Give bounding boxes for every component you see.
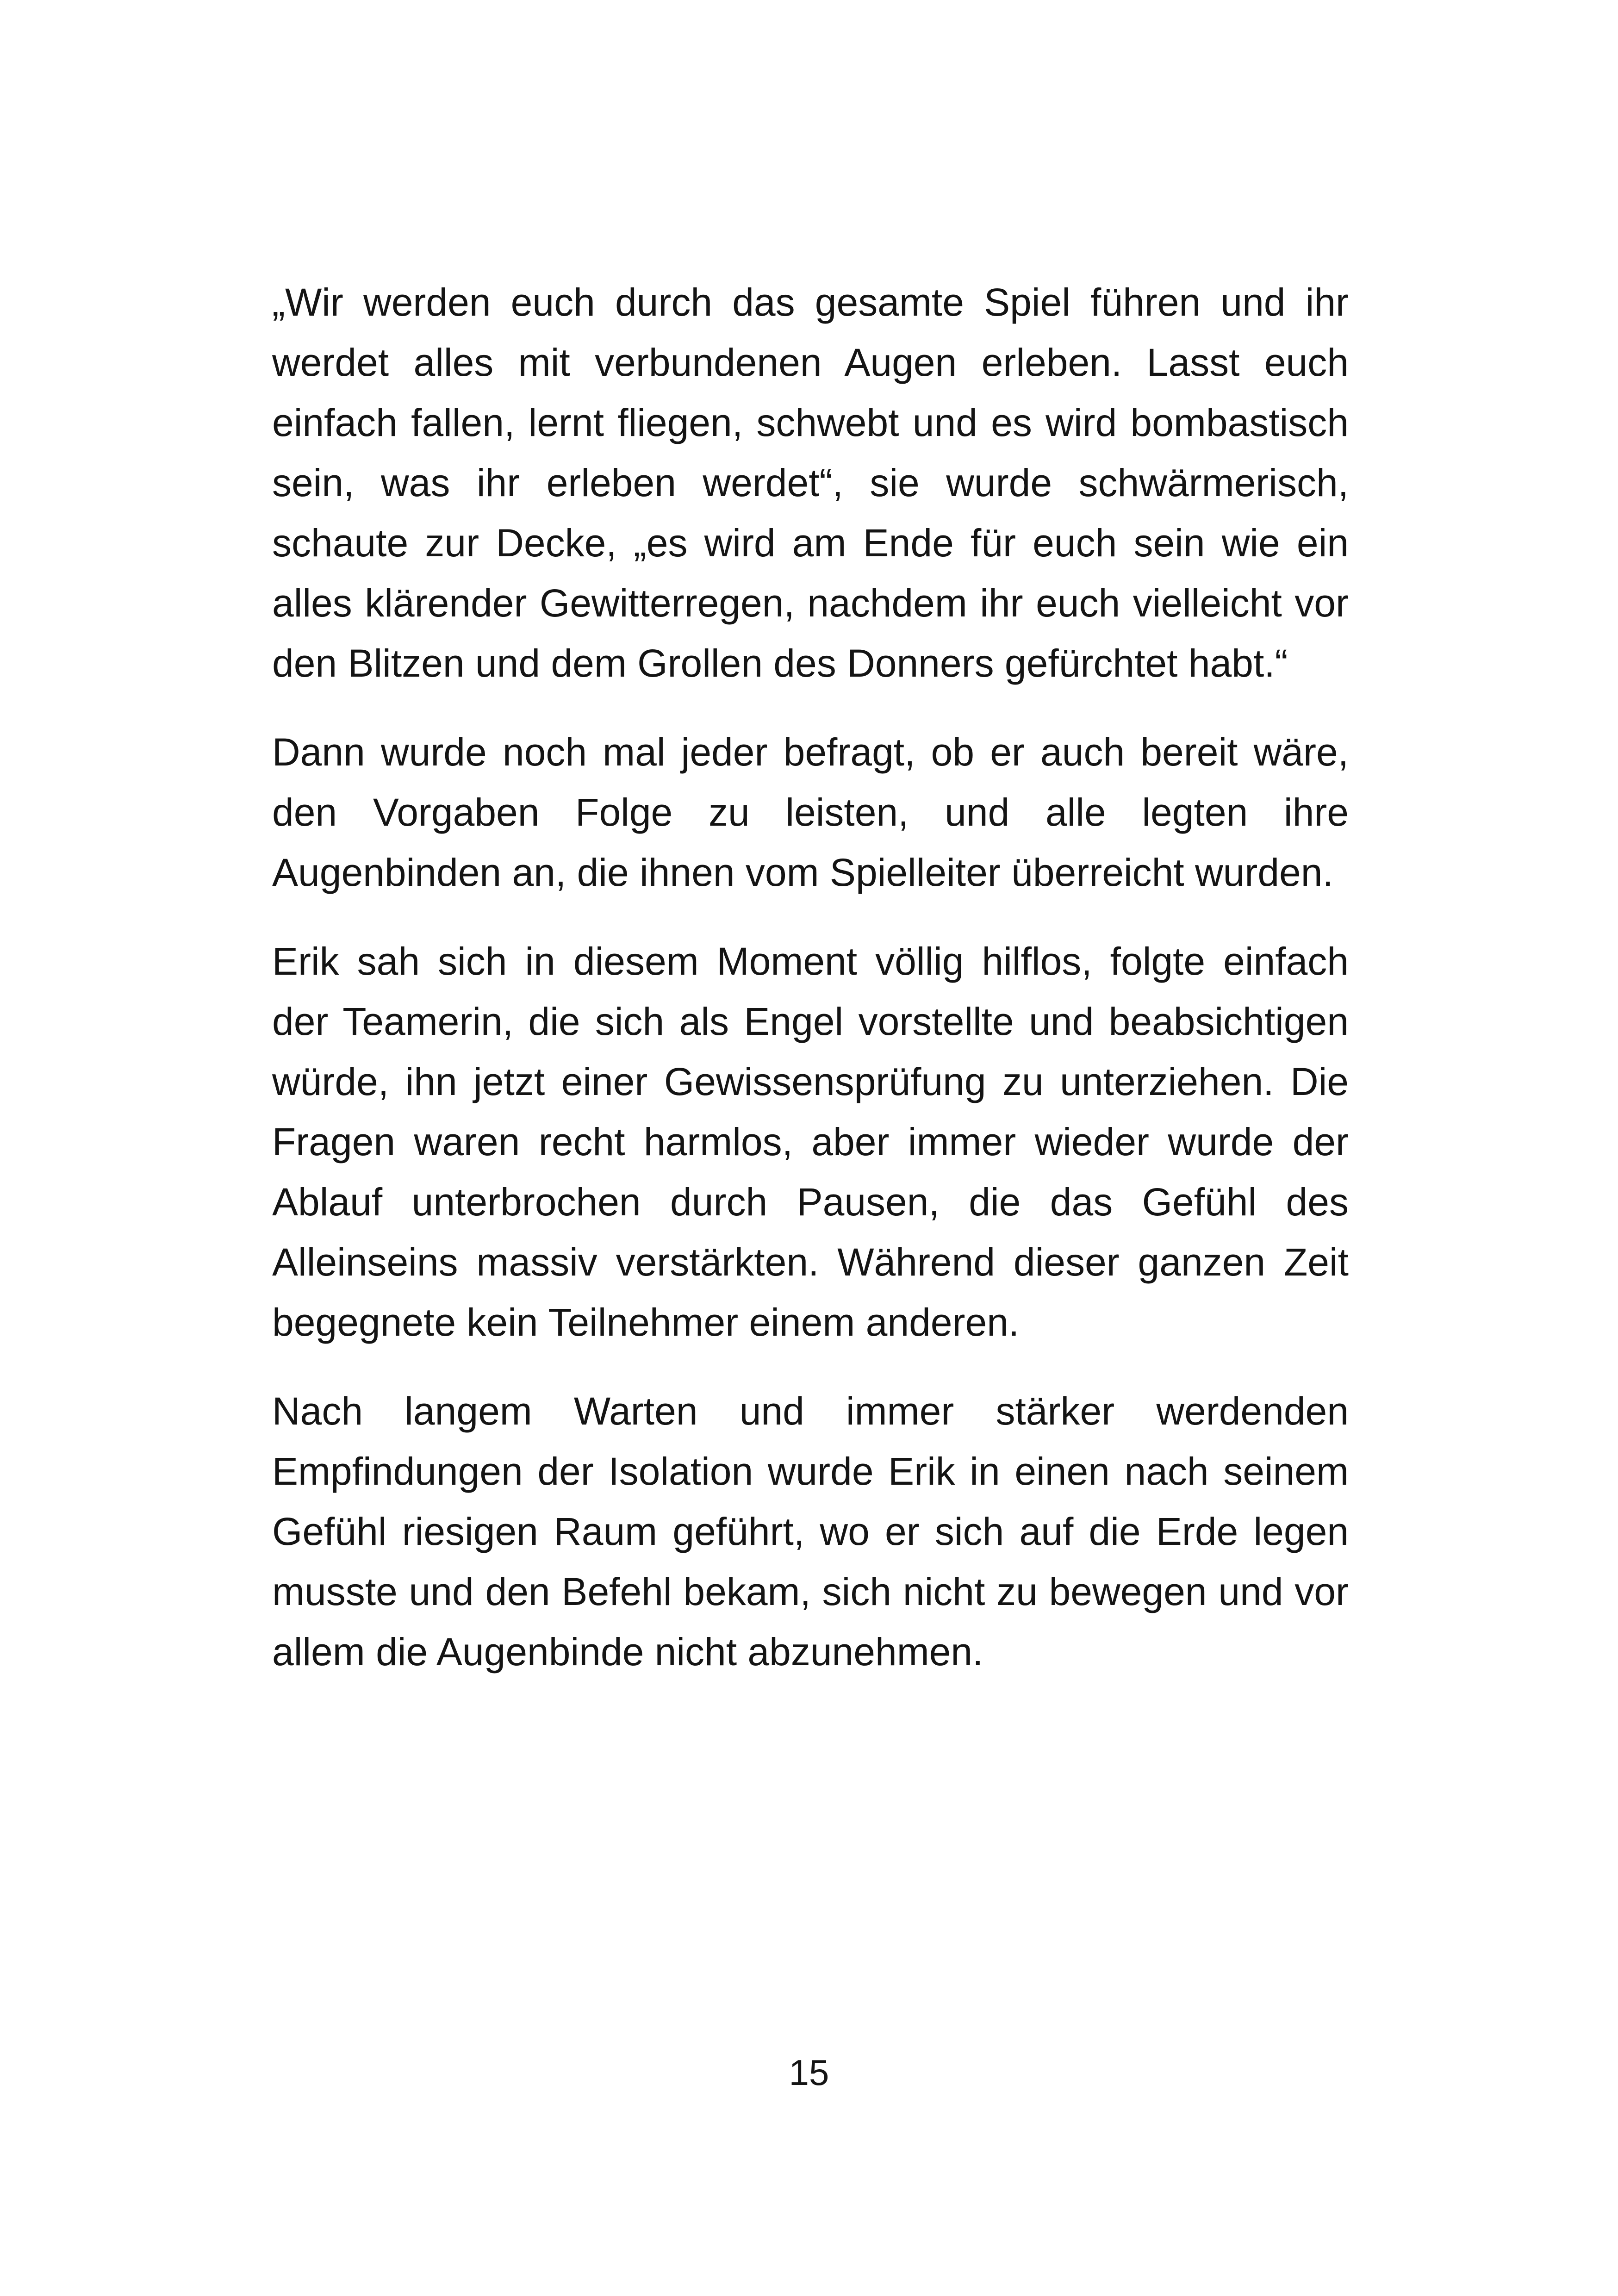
paragraph-3: Erik sah sich in diesem Moment völlig hilflos, folgte einfach der Teamerin, die sich als Engel vorstellte und beabsichtigen würde, ihn jetzt einer Gewissensprüfung zu unterziehen. Die Fragen waren recht harmlos, aber immer wieder wurde der Ablauf unterbrochen durch Pausen, die das Gefühl des Alleinseins massiv verstärkten. Während dieser ganzen Zeit begegnete kein Teilnehmer einem anderen. [272,940,1349,1344]
paragraph-2: Dann wurde noch mal jeder befragt, ob er auch bereit wäre, den Vorgaben Folge zu leisten, und alle legten ihre Augenbinden an, die ihnen vom Spielleiter überreicht wurden. [272,730,1349,894]
body-text [272,272,1349,1711]
paragraph-1: „Wir werden euch durch das gesamte Spiel führen und ihr werdet alles mit verbundenen Augen erleben. Lasst euch einfach fallen, lernt fliegen, schwebt und es wird bombastisch sein, was ihr erleben werdet“, sie wurde schwärmerisch, schaute zur Decke, „es wird am Ende für euch sein wie ein alles klärender Gewitterregen, nachdem ihr euch vielleicht vor den Blitzen und dem Grollen des Donners gefürchtet habt.“ [272,280,1349,685]
paragraph-4: Nach langem Warten und immer stärker werdenden Empfindungen der Isolation wurde Erik in einen nach seinem Gefühl riesigen Raum geführt, wo er sich auf die Erde legen musste und den Befehl bekam, sich nicht zu bewegen und vor allem die Augenbinde nicht abzunehmen. [272,1389,1349,1674]
page-number: 15 [789,2052,829,2093]
